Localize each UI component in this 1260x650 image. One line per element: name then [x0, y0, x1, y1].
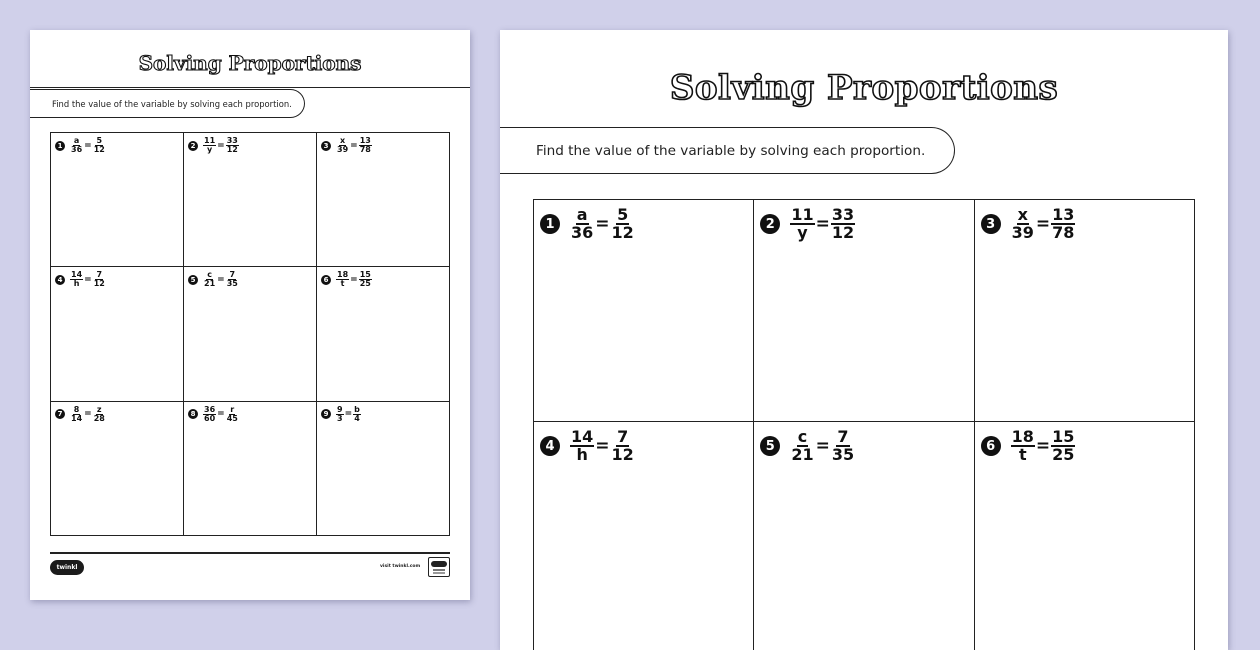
question-cell [317, 267, 450, 401]
right-numerator: r [230, 404, 235, 414]
right-denominator: 12 [226, 145, 238, 154]
right-denominator: 35 [226, 279, 238, 289]
question-number-badge: 2 [188, 141, 198, 151]
left-numerator: a [576, 205, 588, 224]
equals-sign: = [815, 436, 830, 456]
question-header [981, 207, 1076, 241]
left-fraction [570, 429, 594, 463]
left-fraction [203, 406, 216, 423]
left-denominator: 39 [337, 145, 349, 154]
right-numerator: 33 [226, 136, 238, 145]
left-fraction [1011, 429, 1035, 463]
question-number-badge: 7 [55, 409, 65, 419]
right-denominator: 4 [354, 413, 360, 423]
right-denominator: 12 [93, 279, 105, 289]
right-numerator: 7 [229, 270, 236, 280]
right-numerator: 33 [831, 205, 855, 224]
question-header [760, 429, 855, 463]
left-fraction [70, 271, 83, 288]
right-denominator: 12 [831, 223, 855, 242]
website-text: visit twinkl.com [380, 564, 421, 569]
footer-divider [50, 552, 450, 554]
left-denominator: h [73, 279, 80, 289]
right-numerator: 7 [617, 427, 629, 446]
left-denominator: 14 [71, 413, 83, 423]
right-numerator: z [96, 404, 102, 414]
left-fraction [336, 137, 349, 154]
left-denominator: h [576, 445, 588, 464]
left-denominator: 60 [204, 413, 216, 423]
left-fraction [203, 271, 216, 288]
right-fraction [1051, 429, 1075, 463]
left-numerator: 18 [337, 270, 349, 280]
equals-sign: = [1035, 436, 1051, 456]
left-numerator: 14 [571, 427, 594, 446]
question-number-badge: 1 [55, 141, 65, 151]
right-fraction [226, 406, 239, 423]
question-cell [184, 133, 317, 267]
right-numerator: 15 [1052, 427, 1075, 446]
left-numerator: x [1017, 205, 1028, 224]
question-number-badge: 5 [188, 275, 198, 285]
right-fraction [226, 271, 239, 288]
question-cell [51, 402, 184, 536]
question-number-badge: 6 [321, 275, 331, 285]
left-fraction [336, 271, 349, 288]
equals-sign: = [217, 140, 225, 151]
left-fraction [70, 137, 83, 154]
right-numerator: 15 [359, 270, 371, 280]
right-denominator: 35 [831, 445, 855, 464]
right-numerator: 13 [359, 136, 371, 145]
left-numerator: 8 [73, 404, 80, 414]
proportion-equation [203, 137, 239, 154]
right-denominator: 78 [1052, 223, 1075, 242]
left-fraction [336, 406, 344, 423]
right-fraction [831, 429, 855, 463]
question-grid [533, 199, 1195, 650]
left-denominator: t [340, 279, 345, 289]
question-header [55, 406, 106, 423]
quality-badge-icon [428, 557, 450, 577]
right-numerator: b [354, 404, 360, 414]
instructions-banner [30, 89, 305, 118]
question-header [321, 406, 361, 423]
question-number-badge: 5 [760, 436, 780, 456]
question-header [321, 271, 372, 288]
equals-sign: = [350, 140, 358, 151]
left-fraction [570, 207, 594, 241]
right-denominator: 25 [359, 279, 371, 289]
right-numerator: 5 [617, 205, 629, 224]
left-denominator: 3 [337, 413, 343, 423]
left-numerator: x [339, 136, 346, 145]
right-denominator: 28 [93, 413, 105, 423]
question-number-badge: 2 [760, 214, 780, 234]
left-fraction [203, 137, 216, 154]
proportion-equation [70, 137, 106, 154]
proportion-equation [70, 271, 106, 288]
left-fraction [1011, 207, 1035, 241]
worksheet-zoomed [500, 30, 1228, 650]
equals-sign: = [344, 409, 353, 420]
title-divider [30, 87, 470, 88]
right-fraction [611, 207, 635, 241]
question-header [540, 429, 635, 463]
question-header [188, 137, 239, 154]
question-cell [534, 200, 754, 422]
left-denominator: 21 [791, 445, 814, 464]
question-cell [975, 200, 1195, 422]
question-header [188, 271, 239, 288]
right-denominator: 12 [93, 145, 105, 154]
question-header [188, 406, 239, 423]
question-header [760, 207, 855, 241]
instructions-banner [500, 127, 955, 174]
right-fraction [359, 137, 372, 154]
proportion-equation [790, 429, 855, 463]
equals-sign: = [217, 274, 225, 285]
left-denominator: y [206, 145, 213, 154]
left-fraction [790, 429, 814, 463]
twinkl-logo: twinkl [50, 560, 84, 575]
equals-sign: = [84, 274, 92, 285]
left-numerator: 14 [71, 270, 83, 280]
equals-sign: = [350, 274, 358, 285]
question-cell [754, 200, 974, 422]
left-fraction [790, 207, 814, 241]
equals-sign: = [84, 409, 92, 420]
proportion-equation [570, 429, 635, 463]
proportion-equation [70, 406, 106, 423]
question-header [55, 271, 106, 288]
right-fraction [1051, 207, 1075, 241]
right-numerator: 7 [96, 270, 103, 280]
right-fraction [353, 406, 361, 423]
proportion-equation [1011, 207, 1076, 241]
instructions-text: Find the value of the variable by solving each proportion. [536, 142, 926, 159]
right-fraction [226, 137, 239, 154]
proportion-equation [1011, 429, 1076, 463]
proportion-equation [203, 271, 239, 288]
question-cell [317, 133, 450, 267]
left-numerator: 9 [337, 404, 343, 414]
question-header [981, 429, 1076, 463]
question-cell [51, 267, 184, 401]
left-numerator: 36 [204, 404, 216, 414]
question-number-badge: 3 [321, 141, 331, 151]
equals-sign: = [815, 214, 830, 234]
question-cell [754, 422, 974, 650]
right-fraction [831, 207, 855, 241]
question-header [55, 137, 106, 154]
question-number-badge: 3 [981, 214, 1001, 234]
question-number-badge: 8 [188, 409, 198, 419]
left-denominator: 36 [571, 223, 594, 242]
question-header [540, 207, 635, 241]
right-denominator: 12 [611, 223, 634, 242]
right-numerator: 7 [837, 427, 849, 446]
proportion-equation [336, 406, 361, 423]
question-cell [51, 133, 184, 267]
worksheet-title: Solving Proportions [669, 68, 1059, 108]
right-denominator: 12 [611, 445, 634, 464]
question-cell [317, 402, 450, 536]
question-number-badge: 4 [540, 436, 560, 456]
equals-sign: = [1035, 214, 1051, 234]
proportion-equation [203, 406, 239, 423]
question-cell [975, 422, 1195, 650]
right-fraction [93, 137, 106, 154]
left-fraction [70, 406, 83, 423]
left-denominator: 21 [204, 279, 216, 289]
question-number-badge: 4 [55, 275, 65, 285]
left-denominator: 36 [71, 145, 83, 154]
left-numerator: 11 [204, 136, 216, 145]
instructions-text: Find the value of the variable by solving each proportion. [52, 98, 292, 109]
proportion-equation [570, 207, 635, 241]
left-denominator: 39 [1011, 223, 1034, 242]
question-cell [184, 267, 317, 401]
left-numerator: 11 [791, 205, 814, 224]
proportion-equation [336, 271, 372, 288]
question-number-badge: 6 [981, 436, 1001, 456]
right-fraction [93, 406, 106, 423]
worksheet-title: Solving Proportions [138, 51, 362, 75]
proportion-equation [336, 137, 372, 154]
right-fraction [359, 271, 372, 288]
right-denominator: 78 [359, 145, 371, 154]
question-cell [184, 402, 317, 536]
left-denominator: y [797, 223, 808, 242]
equals-sign: = [84, 140, 92, 151]
right-numerator: 5 [96, 136, 103, 145]
question-number-badge: 1 [540, 214, 560, 234]
worksheet-thumbnail [30, 30, 470, 600]
equals-sign: = [595, 436, 610, 456]
right-denominator: 25 [1052, 445, 1075, 464]
right-denominator: 45 [226, 413, 238, 423]
question-grid [50, 132, 450, 536]
proportion-equation [790, 207, 855, 241]
equals-sign: = [595, 214, 610, 234]
right-fraction [611, 429, 635, 463]
right-numerator: 13 [1052, 205, 1075, 224]
question-number-badge: 9 [321, 409, 331, 419]
equals-sign: = [217, 409, 225, 420]
left-numerator: c [797, 427, 808, 446]
left-numerator: a [73, 136, 80, 145]
left-numerator: 18 [1011, 427, 1034, 446]
right-fraction [93, 271, 106, 288]
left-numerator: c [207, 270, 212, 280]
question-header [321, 137, 372, 154]
left-denominator: t [1018, 445, 1027, 464]
question-cell [534, 422, 754, 650]
